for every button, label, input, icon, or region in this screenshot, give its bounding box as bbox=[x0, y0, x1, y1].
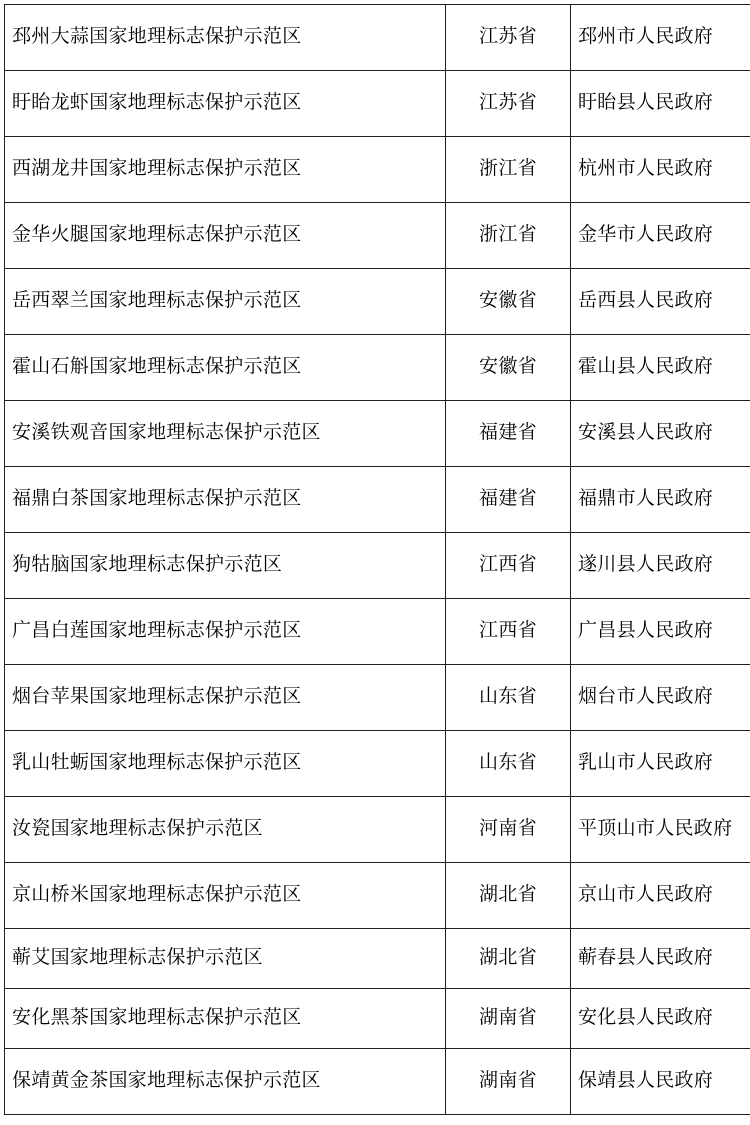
table-row bbox=[5, 203, 750, 269]
cell-name: 岳西翠兰国家地理标志保护示范区 bbox=[5, 269, 446, 335]
cell-name: 金华火腿国家地理标志保护示范区 bbox=[5, 203, 446, 269]
cell-name: 西湖龙井国家地理标志保护示范区 bbox=[5, 137, 446, 203]
cell-province: 湖北省 bbox=[446, 863, 571, 929]
table-row bbox=[5, 1049, 750, 1115]
cell-name: 安溪铁观音国家地理标志保护示范区 bbox=[5, 401, 446, 467]
cell-province: 湖南省 bbox=[446, 989, 571, 1049]
cell-authority: 广昌县人民政府 bbox=[571, 599, 750, 665]
cell-province: 湖南省 bbox=[446, 1049, 571, 1115]
cell-name: 狗牯脑国家地理标志保护示范区 bbox=[5, 533, 446, 599]
cell-authority: 福鼎市人民政府 bbox=[571, 467, 750, 533]
cell-province: 江苏省 bbox=[446, 5, 571, 71]
cell-province: 浙江省 bbox=[446, 137, 571, 203]
geo-indication-table bbox=[4, 4, 750, 1115]
cell-province: 安徽省 bbox=[446, 335, 571, 401]
cell-name: 蕲艾国家地理标志保护示范区 bbox=[5, 929, 446, 989]
table-body bbox=[5, 5, 750, 1115]
cell-name: 汝瓷国家地理标志保护示范区 bbox=[5, 797, 446, 863]
cell-authority: 京山市人民政府 bbox=[571, 863, 750, 929]
cell-name: 京山桥米国家地理标志保护示范区 bbox=[5, 863, 446, 929]
table-row bbox=[5, 599, 750, 665]
table-row bbox=[5, 533, 750, 599]
cell-authority: 杭州市人民政府 bbox=[571, 137, 750, 203]
cell-province: 江苏省 bbox=[446, 71, 571, 137]
cell-name: 盱眙龙虾国家地理标志保护示范区 bbox=[5, 71, 446, 137]
cell-name: 乳山牡蛎国家地理标志保护示范区 bbox=[5, 731, 446, 797]
table-row bbox=[5, 731, 750, 797]
table-row bbox=[5, 269, 750, 335]
cell-authority: 盱眙县人民政府 bbox=[571, 71, 750, 137]
cell-authority: 霍山县人民政府 bbox=[571, 335, 750, 401]
table-row bbox=[5, 335, 750, 401]
cell-authority: 遂川县人民政府 bbox=[571, 533, 750, 599]
cell-authority: 安溪县人民政府 bbox=[571, 401, 750, 467]
cell-province: 安徽省 bbox=[446, 269, 571, 335]
table-row bbox=[5, 863, 750, 929]
cell-name: 保靖黄金茶国家地理标志保护示范区 bbox=[5, 1049, 446, 1115]
cell-authority: 岳西县人民政府 bbox=[571, 269, 750, 335]
cell-authority: 乳山市人民政府 bbox=[571, 731, 750, 797]
cell-authority: 平顶山市人民政府 bbox=[571, 797, 750, 863]
cell-province: 湖北省 bbox=[446, 929, 571, 989]
cell-authority: 保靖县人民政府 bbox=[571, 1049, 750, 1115]
table-row bbox=[5, 665, 750, 731]
table-row bbox=[5, 137, 750, 203]
cell-province: 山东省 bbox=[446, 665, 571, 731]
cell-name: 安化黑茶国家地理标志保护示范区 bbox=[5, 989, 446, 1049]
cell-province: 河南省 bbox=[446, 797, 571, 863]
cell-province: 浙江省 bbox=[446, 203, 571, 269]
cell-name: 邳州大蒜国家地理标志保护示范区 bbox=[5, 5, 446, 71]
cell-province: 山东省 bbox=[446, 731, 571, 797]
cell-name: 福鼎白茶国家地理标志保护示范区 bbox=[5, 467, 446, 533]
cell-name: 广昌白莲国家地理标志保护示范区 bbox=[5, 599, 446, 665]
cell-province: 江西省 bbox=[446, 599, 571, 665]
cell-province: 福建省 bbox=[446, 467, 571, 533]
cell-authority: 蕲春县人民政府 bbox=[571, 929, 750, 989]
table-row bbox=[5, 989, 750, 1049]
table-row bbox=[5, 929, 750, 989]
cell-authority: 安化县人民政府 bbox=[571, 989, 750, 1049]
cell-province: 江西省 bbox=[446, 533, 571, 599]
cell-name: 烟台苹果国家地理标志保护示范区 bbox=[5, 665, 446, 731]
table-row bbox=[5, 401, 750, 467]
cell-name: 霍山石斛国家地理标志保护示范区 bbox=[5, 335, 446, 401]
cell-authority: 金华市人民政府 bbox=[571, 203, 750, 269]
table-row bbox=[5, 797, 750, 863]
cell-authority: 烟台市人民政府 bbox=[571, 665, 750, 731]
table-row bbox=[5, 467, 750, 533]
table-row bbox=[5, 71, 750, 137]
cell-province: 福建省 bbox=[446, 401, 571, 467]
table-row bbox=[5, 5, 750, 71]
cell-authority: 邳州市人民政府 bbox=[571, 5, 750, 71]
